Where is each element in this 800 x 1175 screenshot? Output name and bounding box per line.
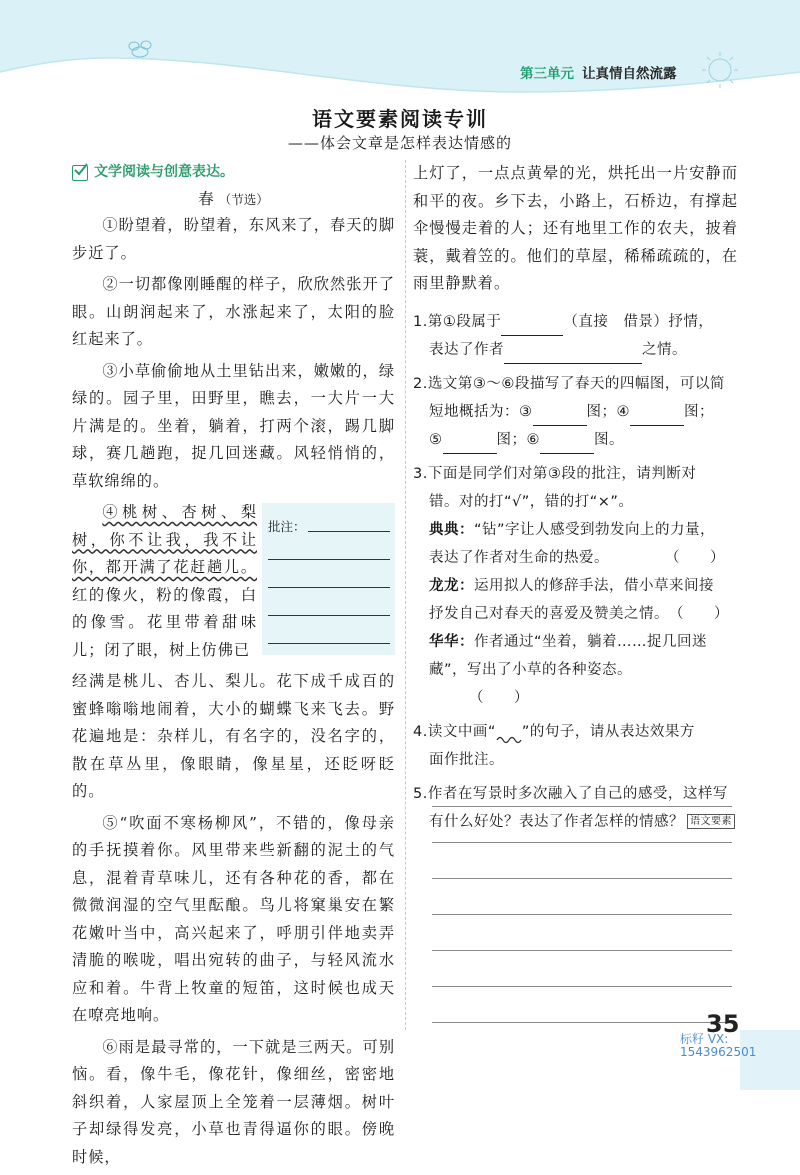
- comment-text: 作者通过“坐着，躺着……捉几回迷: [474, 633, 708, 650]
- paragraph-1: ①盼望着，盼望着，东风来了，春天的脚步近了。: [72, 216, 395, 262]
- question-2-text-5: ⑤: [429, 431, 443, 448]
- section-tag-label: 文学阅读与创意表达。: [94, 164, 234, 181]
- question-3-text: 3.下面是同学们对第③段的批注，请判断对: [413, 465, 697, 482]
- page-subtitle: ——体会文章是怎样表达情感的: [287, 134, 512, 152]
- question-4-text-3: 面作批注。: [429, 751, 504, 768]
- annotation-line[interactable]: [268, 587, 390, 588]
- column-divider: [405, 160, 406, 1030]
- section-tag: [72, 160, 395, 186]
- passage-title-note: （节选）: [218, 192, 269, 207]
- paragraph-4: [72, 499, 257, 664]
- question-2: [413, 370, 738, 454]
- comment-text: 抒发自己对春天的喜爱及赞美之情。: [429, 605, 669, 622]
- passage-title: [72, 186, 395, 212]
- question-1-text-3: 之情。: [642, 341, 687, 358]
- answer-blank[interactable]: [630, 407, 684, 426]
- watermark-line-1: 标籽 VX:: [680, 1032, 729, 1046]
- unit-title: [520, 62, 677, 82]
- paragraph-3: ③小草偷偷地从土里钻出来，嫩嫩的，绿绿的。园子里，田野里，瞧去，一大片一大片满是的。坐着，躺着，打两个滚，踢几脚球，赛几趟跑，捉几回迷藏。风轻悄悄的，草软绵绵的。: [72, 361, 395, 490]
- answer-blank[interactable]: [501, 317, 563, 336]
- question-4: [413, 718, 738, 774]
- answer-blank[interactable]: [533, 407, 587, 426]
- answer-line[interactable]: [432, 806, 732, 807]
- question-5-text-2: 有什么好处？表达了作者怎样的情感？: [429, 813, 684, 830]
- student-name: 典典：: [429, 521, 474, 538]
- paragraph-6-continued: 上灯了，一点点黄晕的光，烘托出一片安静而和平的夜。乡下去，小路上，石桥边，有撑起伞慢慢走着的人；还有地里工作的农夫，披着蓑，戴着笠的。他们的草屋，稀稀疏疏的，在雨里静默着。: [413, 164, 738, 292]
- answer-blank[interactable]: [443, 435, 497, 454]
- question-2-text: 2.选文第③～⑥段描写了春天的四幅图，可以简: [413, 375, 725, 392]
- answer-line[interactable]: [432, 950, 732, 951]
- question-1: [413, 308, 738, 364]
- question-2-text-6: 图；⑥: [496, 431, 540, 448]
- answer-line[interactable]: [432, 842, 732, 843]
- annotation-box: [262, 503, 395, 655]
- comment-text: 运用拟人的修辞手法，借小草来间接: [474, 577, 714, 594]
- annotation-line[interactable]: [268, 559, 390, 560]
- paragraph-4-text: 红的像火，粉的像霞，白的像雪。花里带着甜味儿；闭了眼，树上仿佛已: [72, 585, 257, 659]
- wavy-underlined-sentence: ④桃树、杏树、梨树，你不让我，我不让你，都开满了花赶趟儿。: [72, 503, 257, 576]
- skill-tag: 语文要素: [687, 814, 735, 829]
- question-3-text-2: 错。对的打“√”，错的打“×”。: [429, 493, 634, 510]
- question-2-text-2: 短地概括为：③: [429, 403, 533, 420]
- annotation-line[interactable]: [308, 531, 390, 532]
- question-2-text-3: 图；④: [586, 403, 630, 420]
- question-1-text: 1.第①段属于: [413, 313, 502, 330]
- question-2-text-7: 图。: [594, 431, 624, 448]
- answer-blank[interactable]: [540, 435, 594, 454]
- answer-line[interactable]: [432, 914, 732, 915]
- passage-title-text: 春: [198, 190, 214, 208]
- question-4-text-2: ”的句子，请从表达效果方: [521, 723, 695, 740]
- student-name: 龙龙：: [429, 577, 474, 594]
- answer-line[interactable]: [432, 1022, 732, 1023]
- check-icon: [72, 165, 88, 181]
- watermark: [680, 1033, 756, 1059]
- comment-text: “钻”字让人感受到勃发向上的力量，: [474, 521, 716, 538]
- reading-passage: [72, 160, 395, 1175]
- paragraph-4-continued: 经满是桃儿、杏儿、梨儿。花下成千成百的蜜蜂嗡嗡地闹着，大小的蝴蝶飞来飞去。野花遍地是：杂样儿，有名字的，没名字的，散在草丛里，像眼睛，像星星，还眨呀眨的。: [72, 672, 395, 800]
- page-title: 语文要素阅读专训: [312, 107, 488, 131]
- paragraph-5: ⑤“吹面不寒杨柳风”，不错的，像母亲的手抚摸着你。风里带来些新翻的泥土的气息，混着青草味儿，还有各种花的香，都在微微润湿的空气里酝酿。鸟儿将窠巢安在繁花嫩叶当中，高兴起来了，呼朋引伴地卖弄清脆的喉咙，唱出宛转的曲子，与轻风流水应和着。牛背上牧童的短笛，这时候也成天在嘹亮地响。: [72, 813, 395, 1024]
- unit-name: 让真情自然流露: [582, 66, 677, 82]
- question-column: [413, 160, 738, 842]
- page-number: 35: [706, 1010, 740, 1038]
- paragraph-4-block: [72, 499, 395, 664]
- answer-line[interactable]: [432, 878, 732, 879]
- question-1-text-2: 表达了作者: [429, 341, 504, 358]
- question-2-text-4: 图；: [684, 403, 714, 420]
- judgement-parens[interactable]: （ ）: [669, 605, 729, 622]
- annotation-label: 批注：: [268, 519, 306, 534]
- watermark-line-2: 1543962501: [680, 1045, 757, 1059]
- question-5-text: 5.作者在写景时多次融入了自己的感受，这样写: [413, 785, 728, 802]
- judgement-parens[interactable]: （ ）: [469, 689, 529, 706]
- question-3: [413, 460, 738, 712]
- comment-text: 藏”，写出了小草的各种姿态。: [429, 661, 633, 678]
- header-band: [0, 0, 800, 95]
- annotation-line[interactable]: [268, 643, 390, 644]
- answer-line[interactable]: [432, 986, 732, 987]
- student-name: 华华：: [429, 633, 474, 650]
- wavy-line-icon: [496, 726, 522, 738]
- question-5: [413, 780, 738, 836]
- answer-blank[interactable]: [504, 345, 642, 364]
- paragraph-6: ⑥雨是最寻常的，一下就是三两天。可别恼。看，像牛毛，像花针，像细丝，密密地斜织着，人家屋顶上全笼着一层薄烟。树叶子却绿得发亮，小草也青得逼你的眼。傍晚时候，: [72, 1037, 395, 1166]
- unit-number: 第三单元: [520, 66, 574, 82]
- judgement-parens[interactable]: （ ）: [665, 549, 725, 566]
- question-4-text: 4.读文中画“: [413, 723, 496, 740]
- paragraph-2: ②一切都像刚睡醒的样子，欣欣然张开了眼。山朗润起来了，水涨起来了，太阳的脸红起来了。: [72, 275, 395, 348]
- question-1-options: （直接 借景）抒情，: [563, 313, 714, 330]
- annotation-line[interactable]: [268, 615, 390, 616]
- comment-text: 表达了作者对生命的热爱。: [429, 549, 609, 566]
